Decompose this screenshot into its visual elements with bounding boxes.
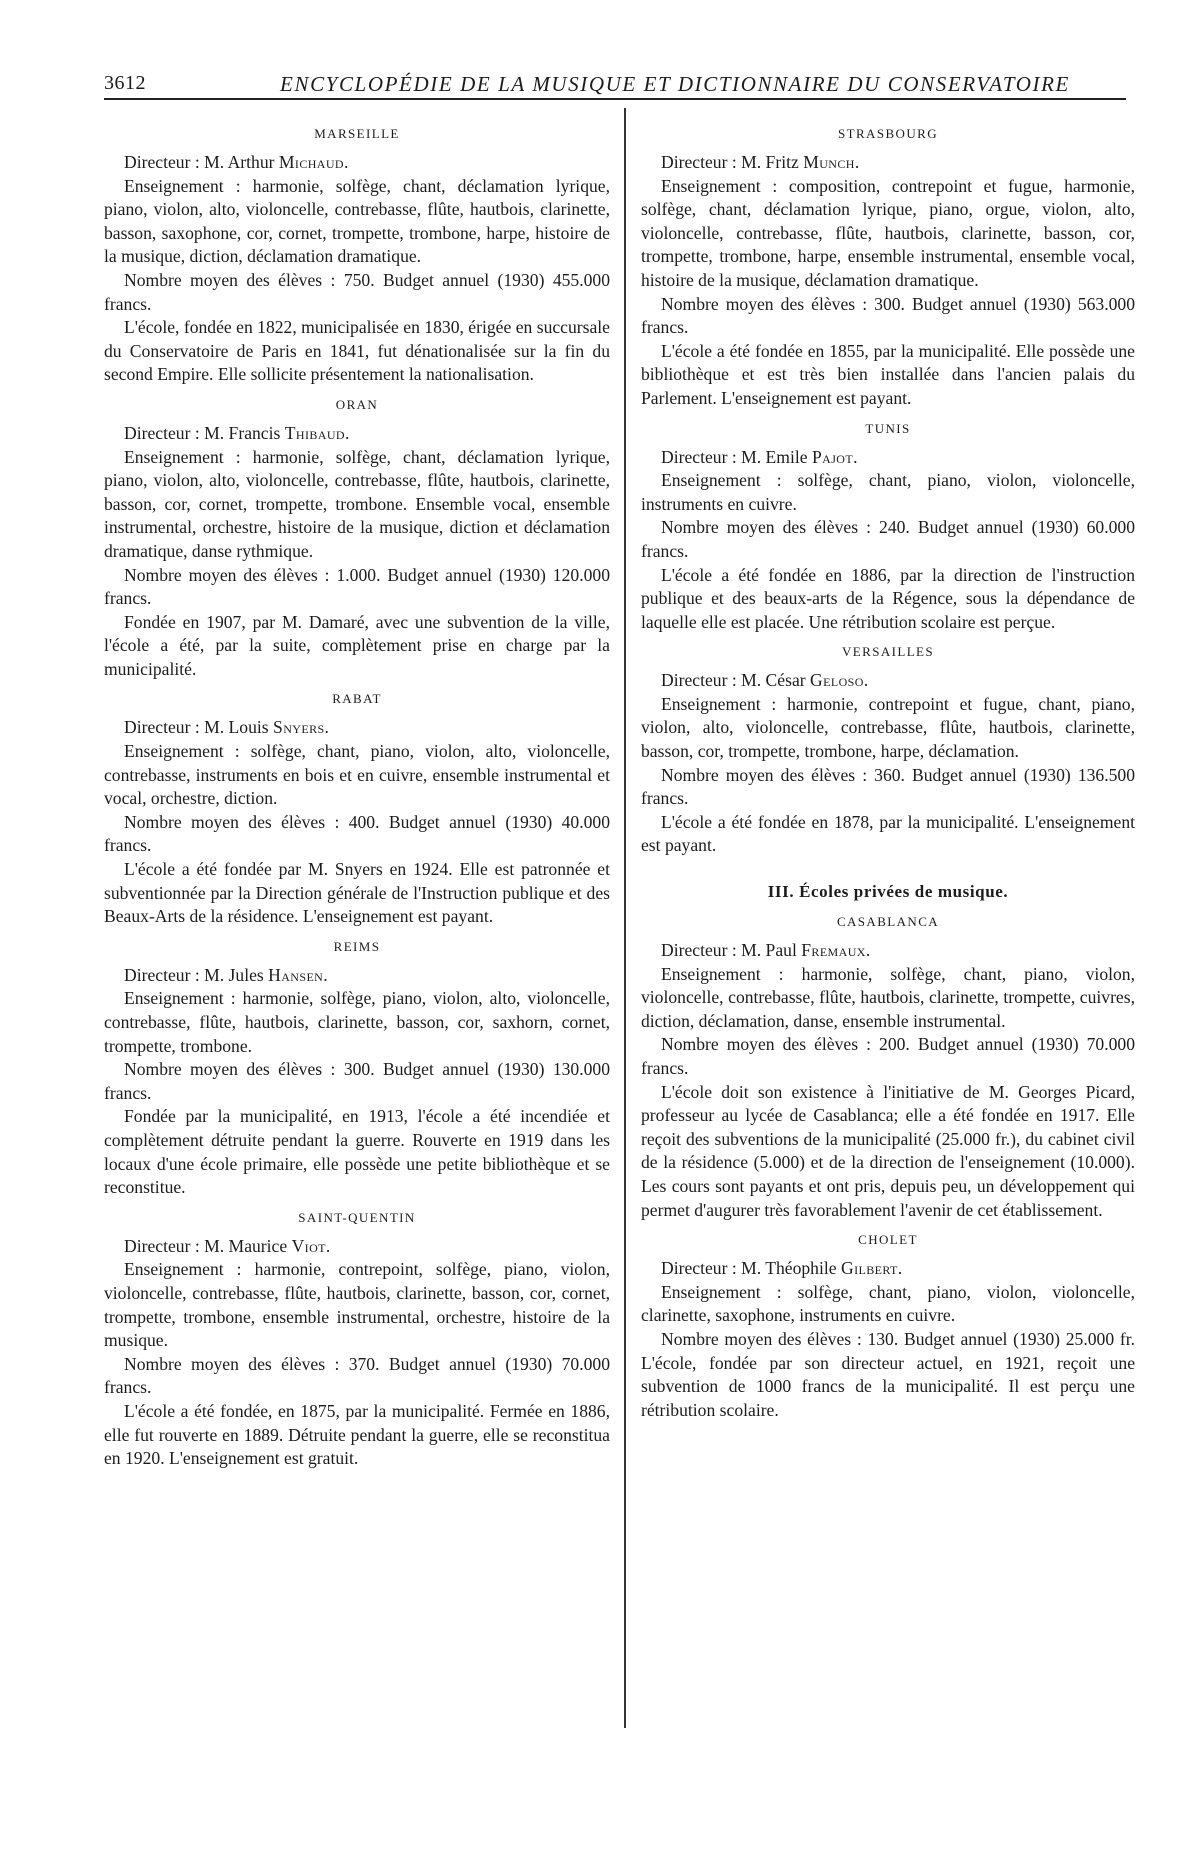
city-heading: SAINT-QUENTIN (298, 1209, 416, 1225)
city-heading: REIMS (333, 938, 381, 954)
enrollment-budget-paragraph: Nombre moyen des élèves : 300. Budget annuel (1930) 563.000 francs. (641, 293, 1135, 338)
director-prefix: Directeur : M. Jules (124, 964, 269, 985)
director-line (641, 1257, 1135, 1281)
enrollment-budget-paragraph: Nombre moyen des élèves : 300. Budget annuel (1930) 130.000 francs. (104, 1059, 610, 1103)
director-prefix: Directeur : M. Maurice (124, 1235, 292, 1256)
school-entry-marseille (104, 126, 610, 387)
director-prefix: Directeur : M. Francis (124, 422, 285, 443)
director-prefix: Directeur : M. Arthur (124, 152, 279, 172)
history-paragraph: L'école a été fondée en 1878, par la municipalité. L'enseignement est payant. (641, 811, 1135, 856)
history-paragraph: L'école a été fondée en 1886, par la direction de l'instruction publique et des beaux-arts de la Régence, sous la dépendance de laquelle elle est placée. Une rétribution scolaire est perçue. (641, 564, 1135, 632)
city-heading: CHOLET (858, 1232, 918, 1248)
school-entry-rabat (104, 691, 610, 928)
director-line (641, 669, 1135, 693)
enrollment-budget-paragraph: Nombre moyen des élèves : 1.000. Budget annuel (1930) 120.000 francs. (104, 564, 610, 609)
director-prefix: Directeur : M. Fritz (661, 152, 804, 172)
history-paragraph: Fondée par la municipalité, en 1913, l'école a été incendiée et complètement détruite pendant la guerre. Rouverte en 1919 dans les locaux d'une école primaire, elle possède une petite bibliothèque et se reconstitue. (104, 1106, 610, 1198)
school-entry-reims (104, 939, 610, 1200)
director-surname: Pajot. (811, 446, 858, 467)
curriculum-paragraph: Enseignement : composition, contrepoint et fugue, harmonie, solfège, chant, déclamation lyrique, piano, orgue, violon, alto, violoncelle, contrebasse, flûte, hautbois, clarinette, basson, cor, trompette, trombone, harpe, ensemble instrumental, ensemble vocal, histoire de la musique, déclamation dramatique. (641, 175, 1135, 290)
school-entry-casablanca (641, 882, 1135, 1222)
history-paragraph: L'école doit son existence à l'initiative de M. Georges Picard, professeur au lycée de Casablanca; elle a été fondée en 1917. Elle reçoit des subventions de la municipalité (25.000 fr.), du cabinet civil de la résidence (5.000) et de la direction de l'enseignement (10.000). Les cours sont payants et ont pris, depuis peu, un développement qui permet d'augurer très favorablement l'avenir de cet établissement. (641, 1081, 1135, 1220)
director-line (104, 151, 610, 175)
director-prefix: Directeur : M. Paul (661, 940, 802, 961)
page-number: 3612 (104, 72, 146, 94)
curriculum-paragraph: Enseignement : solfège, chant, piano, violon, violoncelle, instruments en cuivre. (641, 470, 1135, 514)
city-heading: STRASBOURG (838, 126, 938, 141)
right-column (641, 126, 1135, 1422)
enrollment-budget-paragraph: Nombre moyen des élèves : 370. Budget annuel (1930) 70.000 francs. (104, 1353, 610, 1398)
city-heading: MARSEILLE (314, 126, 400, 141)
director-surname: Thibaud. (284, 422, 350, 443)
school-entry-strasbourg (641, 126, 1135, 411)
director-surname: Fremaux. (801, 940, 871, 961)
director-surname: Snyers. (273, 717, 330, 738)
director-line (641, 151, 1135, 175)
enrollment-budget-paragraph: Nombre moyen des élèves : 240. Budget annuel (1930) 60.000 francs. (641, 517, 1135, 561)
curriculum-paragraph: Enseignement : harmonie, solfège, chant, piano, violon, violoncelle, contrebasse, flûte, hautbois, clarinette, trompette, cuivres, diction, déclamation, danse, ensemble instrumental. (641, 963, 1135, 1031)
director-prefix: Directeur : M. Emile (661, 446, 812, 467)
history-paragraph: L'école a été fondée par M. Snyers en 1924. Elle est patronnée et subventionnée par la Direction générale de l'Instruction publique et des Beaux-Arts de la résidence. L'enseignement est payant. (104, 859, 610, 927)
director-prefix: Directeur : M. César (661, 670, 811, 691)
history-paragraph: L'école a été fondée en 1855, par la municipalité. Elle possède une bibliothèque et est très bien installée dans l'ancien palais du Parlement. L'enseignement est payant. (641, 340, 1135, 408)
school-entry-saint-quentin (104, 1210, 610, 1471)
city-heading: RABAT (332, 691, 382, 707)
director-line (641, 939, 1135, 963)
curriculum-paragraph: Enseignement : harmonie, solfège, chant, déclamation lyrique, piano, violon, alto, violoncelle, contrebasse, flûte, hautbois, clarinette, basson, saxophone, cor, cornet, trompette, trombone, harpe, histoire de la musique, diction, déclamation dramatique. (104, 175, 610, 267)
director-line (104, 1235, 610, 1259)
history-paragraph: L'école, fondée en 1822, municipalisée en 1830, érigée en succursale du Conservatoire de Paris en 1841, fut dénationalisée sur la fin du second Empire. Elle sollicite présentement la nationalisation. (104, 317, 610, 385)
director-surname: Michaud. (278, 152, 349, 172)
director-surname: Viot. (291, 1235, 331, 1256)
section-title: III. Écoles privées de musique. (767, 882, 1009, 902)
curriculum-paragraph: Enseignement : harmonie, contrepoint, solfège, piano, violon, violoncelle, contrebasse, flûte, hautbois, clarinette, basson, cor, cornet, trompette, trombone, ensemble instrumental, orchestre, histoire de la musique. (104, 1259, 610, 1351)
city-heading: CASABLANCA (836, 914, 940, 930)
enrollment-budget-paragraph: Nombre moyen des élèves : 360. Budget annuel (1930) 136.500 francs. (641, 764, 1135, 809)
running-header (104, 68, 1126, 100)
director-surname: Munch. (803, 152, 860, 172)
director-surname: Gilbert. (840, 1258, 903, 1279)
history-paragraph: L'école a été fondée, en 1875, par la municipalité. Fermée en 1886, elle fut rouverte en 1889. Détruite pendant la guerre, elle se reconstitua en 1920. L'enseignement est gratuit. (104, 1400, 610, 1469)
enrollment-budget-paragraph: Nombre moyen des élèves : 130. Budget annuel (1930) 25.000 fr. L'école, fondée par son directeur actuel, en 1921, reçoit une subvention de 1000 francs de la municipalité. Il est perçu une rétribution scolaire. (641, 1328, 1135, 1420)
curriculum-paragraph: Enseignement : solfège, chant, piano, violon, alto, violoncelle, contrebasse, instruments en bois et en cuivre, ensemble instrumental et vocal, orchestre, diction. (104, 741, 610, 809)
school-entry-tunis (641, 421, 1135, 635)
school-entry-cholet (641, 1232, 1135, 1422)
enrollment-budget-paragraph: Nombre moyen des élèves : 200. Budget annuel (1930) 70.000 francs. (641, 1034, 1135, 1078)
curriculum-paragraph: Enseignement : harmonie, solfège, chant, déclamation lyrique, piano, violon, alto, violoncelle, contrebasse, flûte, hautbois, clarinette, basson, cor, cornet, trompette, trombone. Ensemble vocal, ensemble instrumental, orchestre, histoire de la musique, diction et déclamation dramatique, danse rythmique. (104, 446, 610, 561)
left-column (104, 126, 610, 1471)
curriculum-paragraph: Enseignement : harmonie, solfège, piano, violon, alto, violoncelle, contrebasse, flûte, hautbois, clarinette, basson, cor, saxhorn, cornet, trompette, trombone. (104, 988, 610, 1056)
city-heading: TUNIS (865, 420, 911, 436)
director-surname: Geloso. (810, 670, 869, 691)
city-heading: VERSAILLES (842, 644, 934, 660)
school-entry-versailles (641, 644, 1135, 858)
director-line (641, 446, 1135, 470)
director-prefix: Directeur : M. Théophile (661, 1258, 841, 1279)
curriculum-paragraph: Enseignement : solfège, chant, piano, violon, violoncelle, clarinette, saxophone, instruments en cuivre. (641, 1281, 1135, 1326)
column-divider (624, 108, 626, 1728)
city-heading: ORAN (335, 396, 379, 412)
director-surname: Hansen. (268, 964, 329, 985)
running-title: ENCYCLOPÉDIE DE LA MUSIQUE ET DICTIONNAIRE DU CONSERVATOIRE (280, 72, 1070, 96)
director-line (104, 716, 610, 740)
enrollment-budget-paragraph: Nombre moyen des élèves : 400. Budget annuel (1930) 40.000 francs. (104, 811, 610, 856)
curriculum-paragraph: Enseignement : harmonie, contrepoint et fugue, chant, piano, violon, alto, violoncelle, contrebasse, flûte, hautbois, clarinette, basson, cor, trompette, trombone, harpe, déclamation. (641, 693, 1135, 762)
enrollment-budget-paragraph: Nombre moyen des élèves : 750. Budget annuel (1930) 455.000 francs. (104, 269, 610, 314)
director-prefix: Directeur : M. Louis (124, 717, 274, 738)
director-line (104, 964, 610, 988)
director-line (104, 422, 610, 446)
school-entry-oran (104, 397, 610, 682)
history-paragraph: Fondée en 1907, par M. Damaré, avec une subvention de la ville, l'école a été, par la suite, complètement prise en charge par la municipalité. (104, 611, 610, 679)
